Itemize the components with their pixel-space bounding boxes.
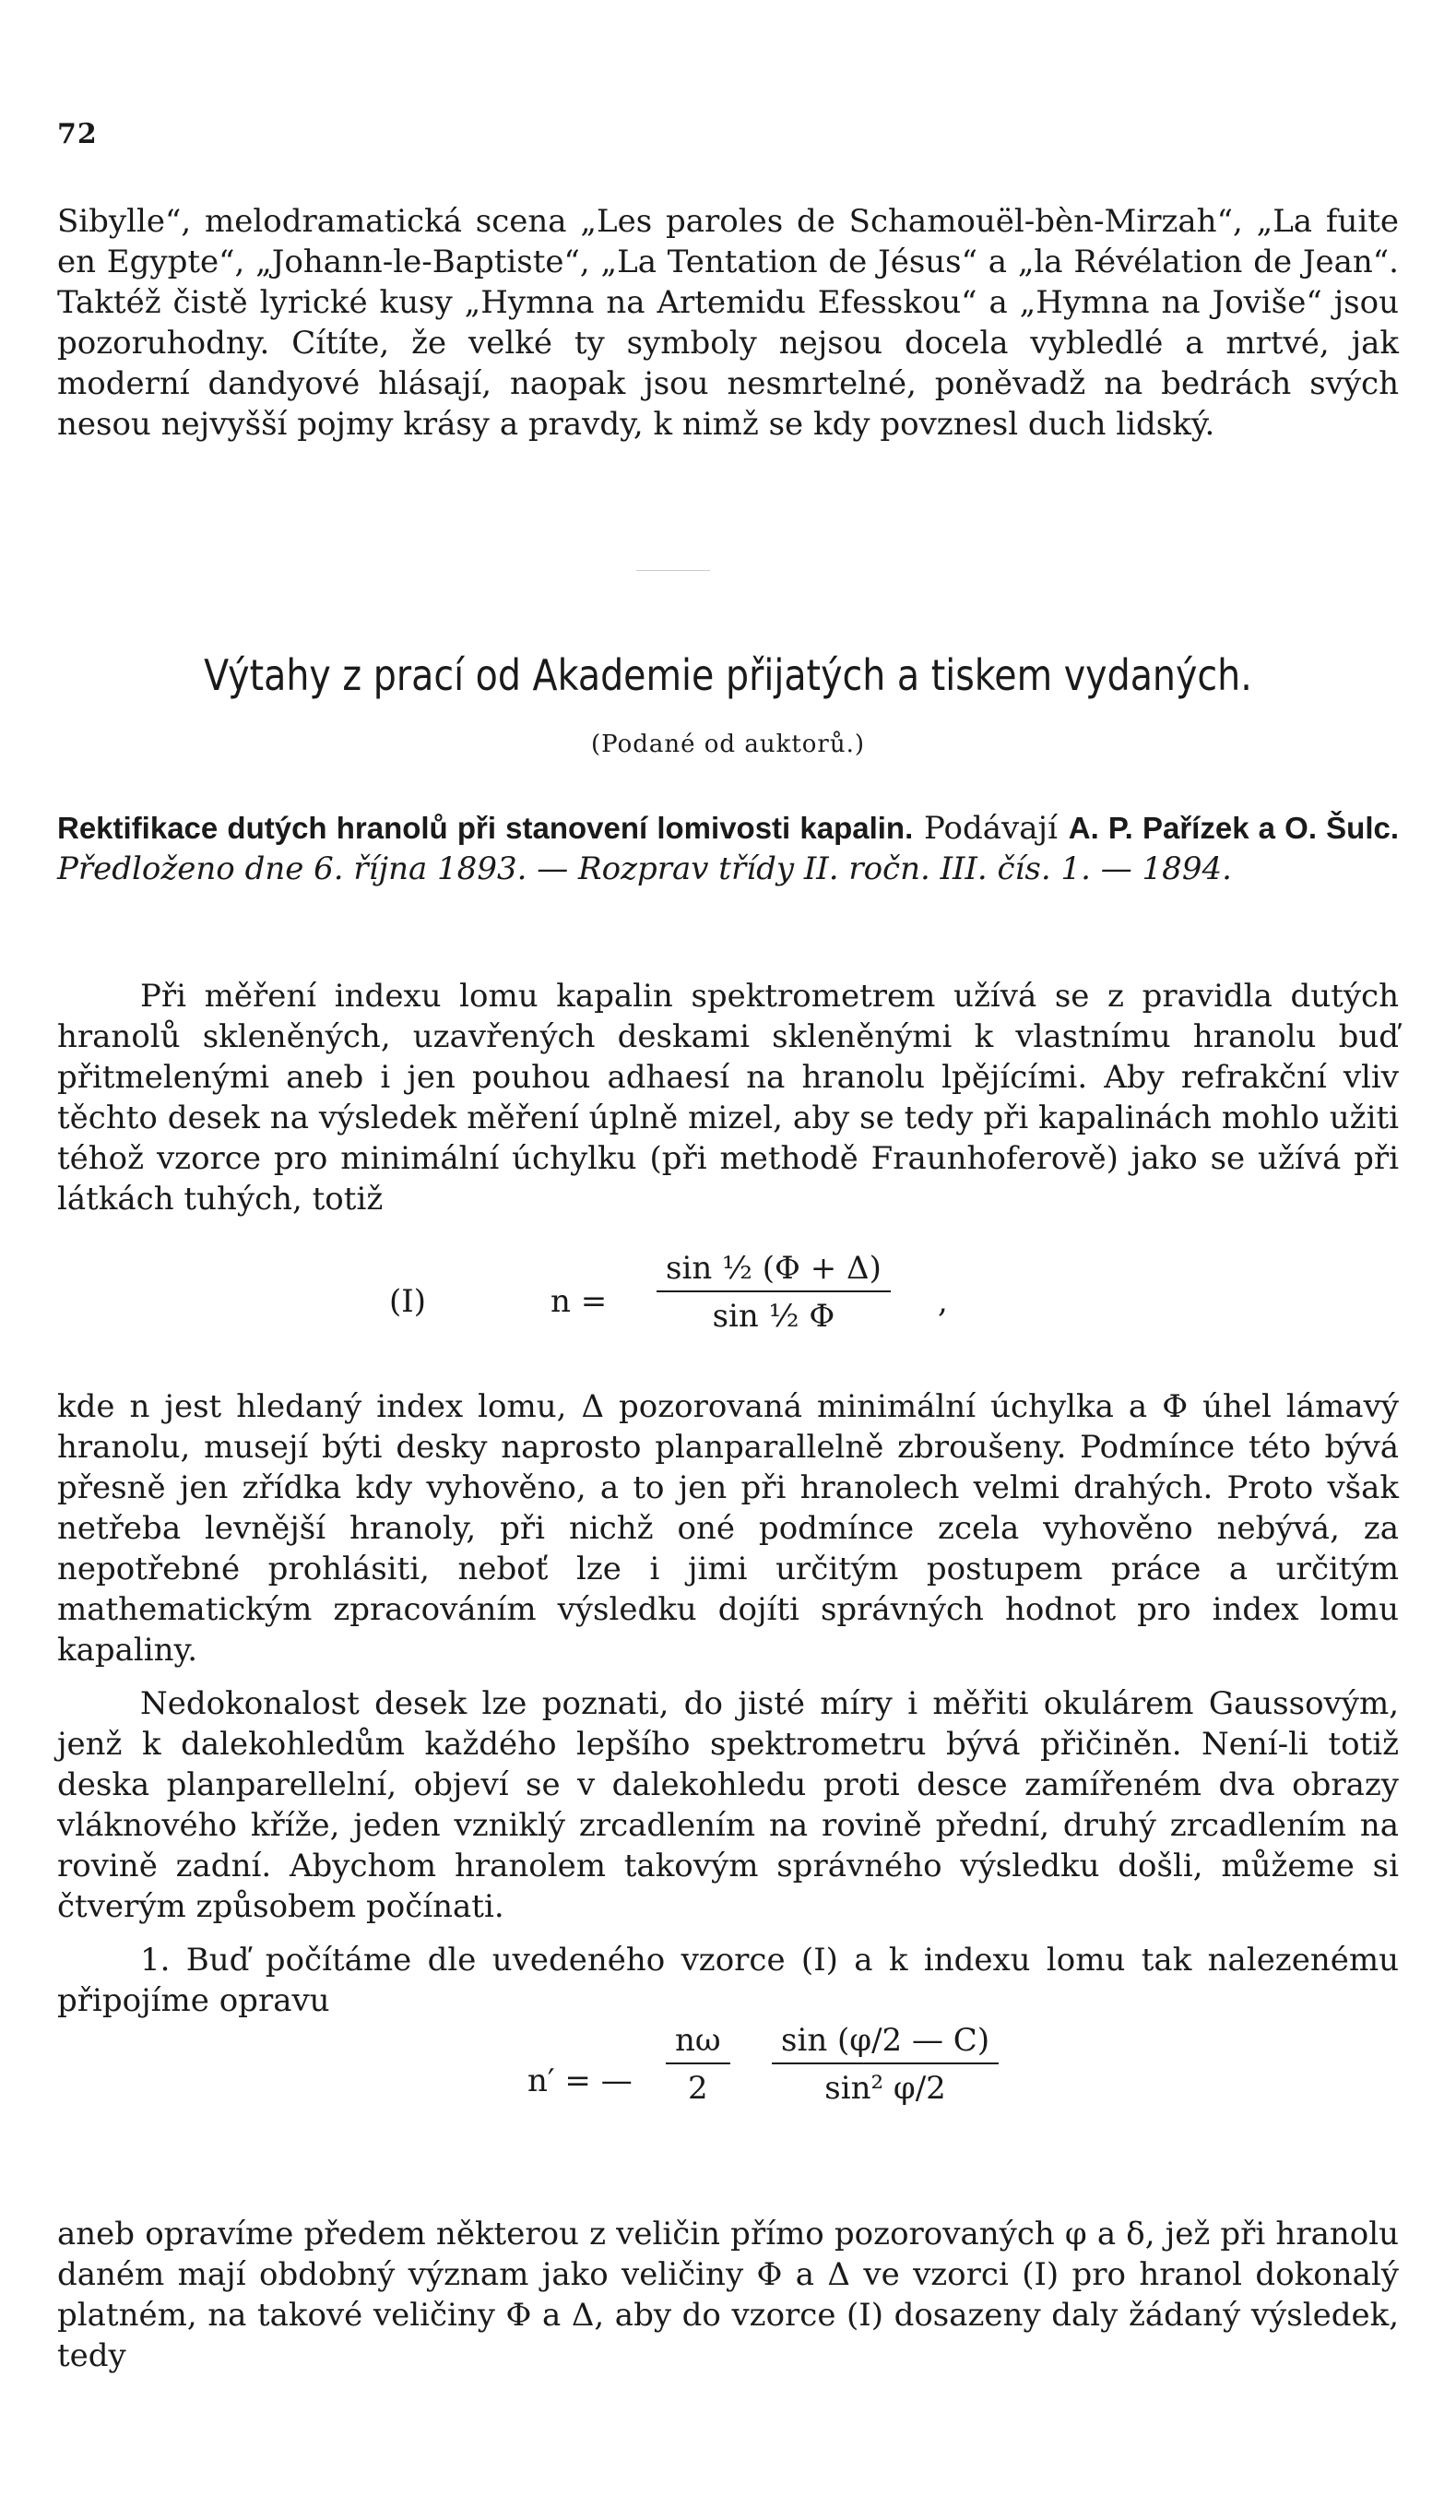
point1-paragraph [57,1940,1399,2021]
nedokonalost-text: Nedokonalost desek lze poznati, do jisté míry i měřiti okulárem Gaussovým, jenž k dalekohledům každého lepšího spektrometru bývá přičiněn. Není-li totiž deska planparellelní, objeví se v dalekohledu proti desce zamířeném dva obrazy vláknového kříže, jeden vzniklý zrcadlením na rovině přední, druhý zrcadlením na rovině zadní. Abychom hranolem takovým správného výsledku došli, můžeme si čtverým způsobem počínati. [57,1685,1399,1925]
formula-1-lhs: n = [550,1283,608,1320]
formula-1-fraction [657,1250,891,1335]
section-heading: Výtahy z prací od Akademie přijatých a tiskem vydaných. [204,650,1252,700]
aneb-text: aneb opravíme předem některou z veličin přímo pozorovaných φ a δ, jež při hranolu daném mají obdobný význam jako veličiny Φ a Δ ve vzorci (I) pro hranol dokonalý platném, na takové veličiny Φ a Δ, aby do vzorce (I) dosazeny daly žádaný výsledek, tedy [57,2216,1399,2374]
kde-text: kde n jest hledaný index lomu, Δ pozorovaná minimální úchylka a Φ úhel lámavý hranolu, musejí býti desky naprosto planparallelně zbroušeny. Podmínce této bývá přesně jen zřídka kdy vyhověno, a to jen při hranolech velmi drahých. Proto však netřeba levnější hranoly, při nichž oné podmínce zcela vyhověno nebývá, za nepotřebné prohlásiti, neboť lze i jimi určitým postupem práce a určitým mathematickým zpracováním výsledku dojíti správných hodnot pro index lomu kapaliny. [57,1388,1399,1669]
point1-text: 1. Buď počítáme dle uvedeného vzorce (I) a k indexu lomu tak nalezenému připojíme opravu [57,1942,1399,2019]
formula-2-left-denominator: 2 [687,2070,708,2107]
formula-1-numerator: sin ½ (Φ + Δ) [657,1250,891,1292]
article-title: Rektifikace dutých hranolů při stanovení lomivosti kapalin. [57,811,914,845]
section-divider [636,570,710,571]
article-authors: A. P. Pařízek a O. Šulc. [1068,811,1400,845]
formula-1-denominator: sin ½ Φ [712,1298,835,1335]
aneb-paragraph [57,2214,1399,2376]
formula-2-right-fraction [772,2022,999,2107]
formula-1-comma: , [938,1283,948,1320]
page-number: 72 [57,118,98,150]
kde-paragraph [57,1386,1399,1670]
method-paragraph [57,976,1399,1219]
method-text: Při měření indexu lomu kapalin spektrometrem užívá se z pravidla dutých hranolů skleněných, uzavřených deskami skleněnými k vlastnímu hranolu buď přitmelenými aneb i jen pouhou adhaesí na hranolu lpějícími. Aby refrakční vliv těchto desek na výsledek měření úplně mizel, aby se tedy při kapalinách mohlo užiti téhož vzorce pro minimální úchylku (při methodě Fraunhoferově) jako se užívá při látkách tuhých, totiž [57,978,1399,1218]
formula-2-left-numerator: nω [666,2022,730,2064]
article-title-suffix: Podávají [924,810,1058,847]
section-subheading: (Podané od auktorů.) [590,731,866,758]
formula-1-label: (I) [389,1283,426,1320]
article-header [57,808,1399,889]
article-title-line [57,808,1399,889]
formula-2-lhs: n′ = — [527,2062,633,2099]
intro-text: Sibylle“, melodramatická scena „Les paroles de Schamouël-bèn-Mirzah“, „La fuite en Egypte“, „Johann-le-Baptiste“, „La Tentation de Jésus“ a „la Révélation de Jean“. Taktéž čistě lyrické kusy „Hymna na Artemidu Efesskou“ a „Hymna na Joviše“ jsou pozoruhodny. Cítíte, že velké ty symboly nejsou docela vybledlé a mrtvé, jak moderní dandyové hlásají, naopak jsou nesmrtelné, poněvadž na bedrách svých nesou nejvyšší pojmy krásy a pravdy, k nimž se kdy povznesl duch lidský. [57,203,1399,443]
nedokonalost-paragraph [57,1683,1399,1927]
formula-correction [57,2018,1399,2147]
intro-paragraph [57,201,1399,445]
formula-2-right-denominator: sin² φ/2 [824,2070,946,2107]
publication-note: Předloženo dne 6. října 1893. — Rozprav třídy II. ročn. III. čís. 1. — 1894. [57,850,1232,887]
formula-minimum-deviation [57,1250,1399,1351]
formula-2-left-fraction [666,2022,730,2107]
formula-2-right-numerator: sin (φ/2 — C) [772,2022,999,2064]
